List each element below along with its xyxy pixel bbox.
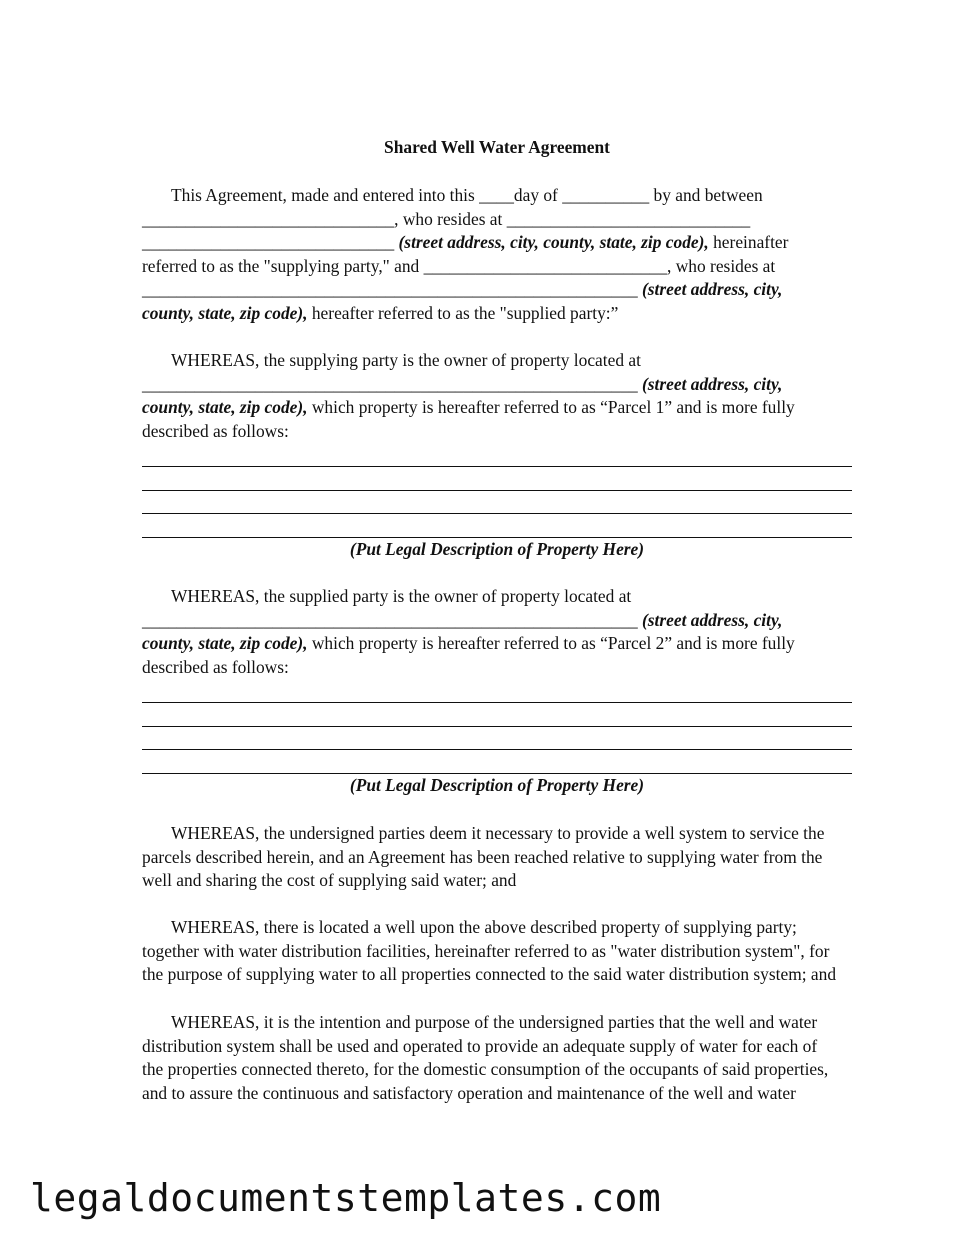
parcel-2-line-3: county, state, zip code), which property is hereafter referred to as “Parcel 2” and is more fully [142,633,795,654]
parcel-2-description-line-3[interactable] [142,727,852,751]
address-hint: (street address, city, [637,373,783,394]
address-hint: (street address, city, [637,609,783,630]
paragraph-line: distribution system shall be used and operated to provide an adequate supply of water for each of [142,1035,818,1056]
supplying-party-name-blank[interactable]: _____________________________ [142,208,395,229]
address-hint: county, state, zip code), [142,302,308,323]
whereas-well-system-paragraph [142,822,852,893]
parcel-2-line-2 [142,609,852,633]
supplying-party-address-blank[interactable]: ____________________________ [506,208,751,229]
paragraph-line: parcels described herein, and an Agreement has been reached relative to supplying water from the [142,846,823,867]
parcel-2-line-1: WHEREAS, the supplied party is the owner of property located at [171,586,632,606]
parcel-1-description-line-1[interactable] [142,443,852,467]
address-hint: (street address, city, [637,279,783,300]
supplying-party-address-blank-2[interactable]: _____________________________ [142,232,395,253]
month-blank[interactable]: __________ [562,185,650,205]
watermark-text: legaldocumentstemplates.com [30,1176,662,1220]
parcel-2-description-line-2[interactable] [142,703,852,727]
intro-line-3: _____________________________ (street address, city, county, state, zip code), hereinafter [142,232,789,253]
intro-line-4: referred to as the "supplying party," and ____________________________, who resides at [142,255,776,276]
paragraph-line: together with water distribution facilities, hereinafter referred to as "water distribution system", for [142,940,830,961]
parcel-1-description-line-4[interactable] [142,514,852,538]
parcel-1-line-2 [142,373,852,397]
parcel-2-caption: (Put Legal Description of Property Here) [349,774,645,795]
parcel-2-paragraph [142,585,852,797]
paragraph-line: WHEREAS, the undersigned parties deem it necessary to provide a well system to service the [171,823,825,843]
whereas-intention-paragraph [142,1011,852,1105]
supplied-party-name-blank[interactable]: ____________________________ [423,255,668,276]
address-hint: county, state, zip code), [142,397,308,418]
paragraph-line: the purpose of supplying water to all properties connected to the said water distribution system; and [142,964,837,985]
whereas-well-location-paragraph [142,916,852,987]
parcel-1-paragraph [142,349,852,561]
parcel-2-address-blank[interactable]: _________________________________________________________ [142,609,638,630]
paragraph-line: and to assure the continuous and satisfactory operation and maintenance of the well and water [142,1082,796,1103]
paragraph-line: WHEREAS, there is located a well upon the above described property of supplying party; [171,917,797,937]
parcel-1-address-blank[interactable]: _________________________________________________________ [142,373,638,394]
intro-line-2: _____________________________, who resides at ____________________________ [142,208,751,229]
parcel-1-line-3: county, state, zip code), which property is hereafter referred to as “Parcel 1” and is more fully [142,397,795,418]
intro-line-5 [142,278,852,302]
address-hint: county, state, zip code), [142,633,308,654]
intro-line-1: This Agreement, made and entered into this ____day of __________ by and between [171,185,763,205]
parcel-2-description-line-4[interactable] [142,750,852,774]
intro-line-6: county, state, zip code), hereafter referred to as the "supplied party:” [142,302,619,323]
supplied-party-address-blank[interactable]: _________________________________________________________ [142,279,638,300]
intro-paragraph [142,184,852,326]
document-title: Shared Well Water Agreement [384,137,610,157]
parcel-1-caption: (Put Legal Description of Property Here) [349,538,645,559]
parcel-1-description-line-2[interactable] [142,467,852,491]
parcel-1-description-line-3[interactable] [142,491,852,515]
parcel-2-line-4: described as follows: [142,656,289,677]
day-blank[interactable]: ____ [479,185,514,205]
parcel-2-description-line-1[interactable] [142,679,852,703]
paragraph-line: WHEREAS, it is the intention and purpose of the undersigned parties that the well and water [171,1012,818,1032]
paragraph-line: well and sharing the cost of supplying said water; and [142,870,517,891]
address-hint: (street address, city, county, state, zip code), [394,232,709,253]
parcel-1-line-1: WHEREAS, the supplying party is the owner of property located at [171,350,641,370]
parcel-1-line-4: described as follows: [142,420,289,441]
paragraph-line: the properties connected thereto, for the domestic consumption of the occupants of said properties, [142,1059,829,1080]
